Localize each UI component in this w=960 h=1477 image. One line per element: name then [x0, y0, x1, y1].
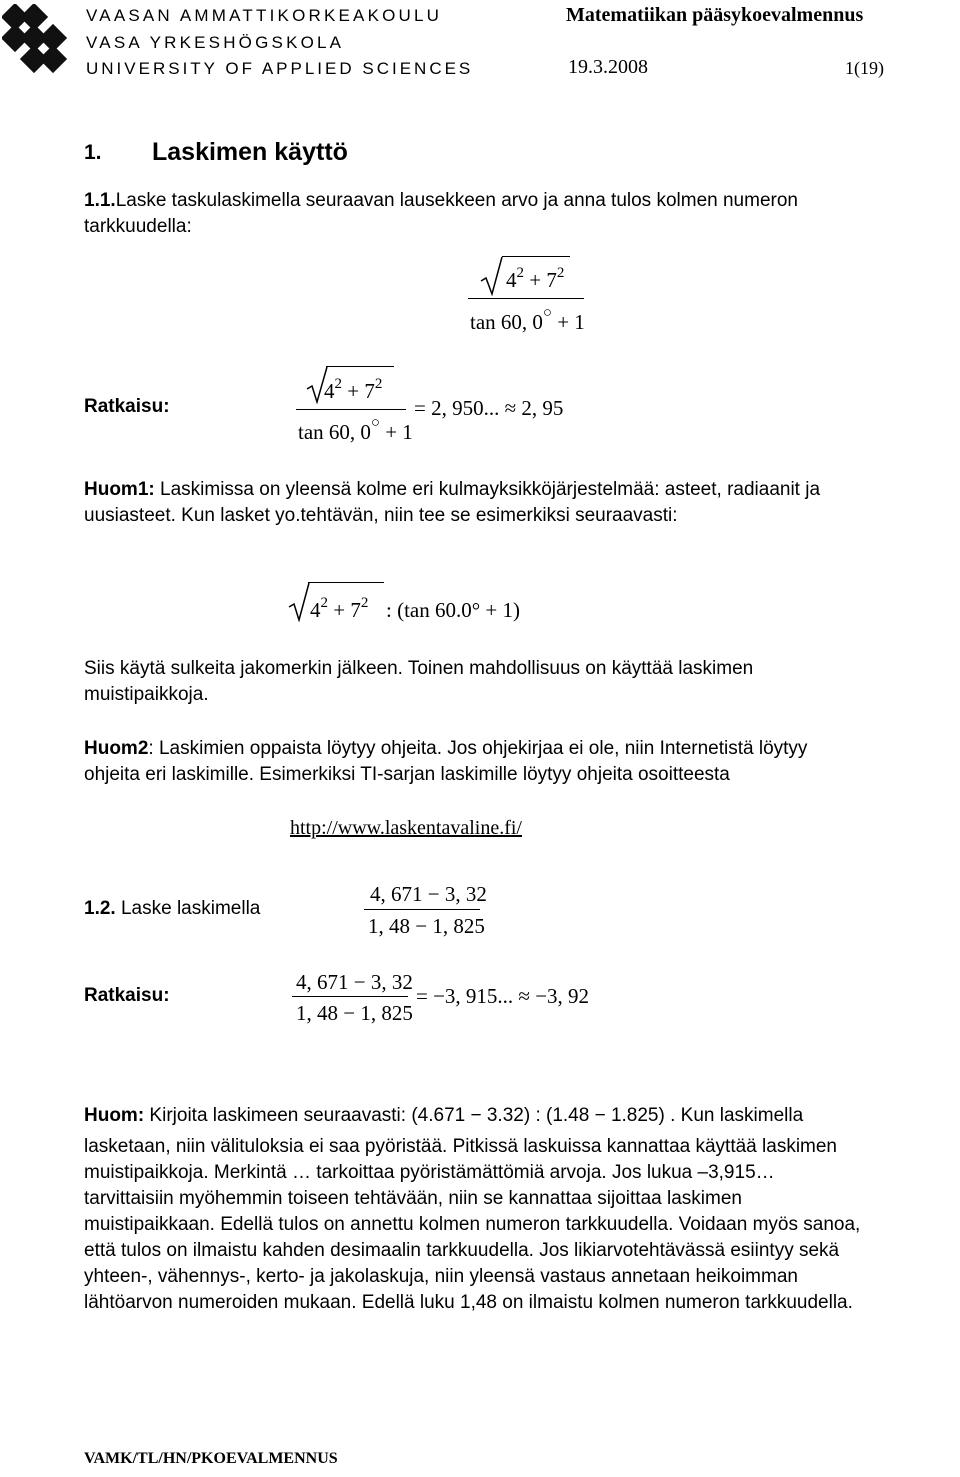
- task-1-1-text-line-2: tarkkuudella:: [84, 216, 192, 237]
- document-date: 19.3.2008: [568, 56, 648, 78]
- solution-label: Ratkaisu:: [84, 396, 170, 417]
- huom1-expression-radicand: $4^2 + 7^2$: [310, 595, 369, 622]
- task-1-2-label: [84, 896, 260, 922]
- huom3-text-line-1: Kirjoita laskimeen seuraavasti: (4.671 − 3.32) : (1.48 − 1.825) . Kun laskimella: [144, 1105, 804, 1126]
- task-1-2-solution-result: = −3, 915... ≈ −3, 92: [416, 984, 590, 1008]
- huom3-text-line-5: muistipaikkaan. Edellä tulos on annettu kolmen numeron tarkkuudella. Voidaan myös sanoa,: [84, 1214, 861, 1235]
- huom1-expression: : (tan 60.0° + 1): [386, 598, 520, 622]
- huom3-text-line-4: tarvittaisiin myöhemmin toiseen tehtävään, niin se kannattaa sijoittaa laskimen: [84, 1188, 742, 1209]
- huom3-text-line-3: muistipaikkoja. Merkintä … tarkoittaa pyöristämättömiä arvoja. Jos lukua –3,915…: [84, 1162, 775, 1183]
- expression-denominator: tan 60, 0○ + 1: [470, 305, 585, 334]
- huom1-after-line-1: Siis käytä sulkeita jakomerkin jälkeen. Toinen mahdollisuus on käyttää laskimen: [84, 658, 754, 679]
- task-1-2-numerator: 4, 671 − 3, 32: [370, 882, 487, 906]
- huom3-text-line-6: että tulos on ilmaistu kahden desimaalin tarkkuudella. Jos likiarvotehtävässä esiintyy sekä: [84, 1240, 840, 1261]
- huom1-text-line-2: uusiasteet. Kun lasket yo.tehtävän, niin tee se esimerkiksi seuraavasti:: [84, 505, 678, 526]
- solution-denominator: tan 60, 0○ + 1: [298, 415, 413, 444]
- solution-numerator: $4^2 + 7^2$: [324, 376, 383, 403]
- huom3-label: Huom:: [84, 1105, 145, 1126]
- task-1-2-text: Laske laskimella: [115, 898, 261, 919]
- sqrt-bar: [502, 256, 570, 257]
- laskentavaline-link[interactable]: http://www.laskentavaline.fi/: [290, 817, 522, 839]
- logo-line-2: VASA YRKESHÖGSKOLA: [86, 33, 345, 52]
- huom3-paragraph: [84, 1103, 803, 1129]
- task-1-2-solution-denominator: 1, 48 − 1, 825: [296, 1001, 413, 1025]
- logo-line-3: UNIVERSITY OF APPLIED SCIENCES: [86, 59, 474, 78]
- sqrt-bar: [308, 582, 384, 583]
- task-1-2-fraction-line: [364, 909, 480, 910]
- huom1-label: Huom1:: [84, 479, 155, 500]
- task-1-2-denominator: 1, 48 − 1, 825: [368, 914, 485, 938]
- huom3-text-line-2: lasketaan, niin välituloksia ei saa pyöristää. Pitkissä laskuissa kannattaa käyttää laskimen: [84, 1136, 837, 1157]
- huom2-text-line-1: : Laskimien oppaista löytyy ohjeita. Jos ohjekirjaa ei ole, niin Internetistä löytyy: [148, 738, 808, 759]
- expression-numerator: $4^2 + 7^2$: [506, 265, 565, 292]
- task-1-2-solution-numerator: 4, 671 − 3, 32: [296, 970, 413, 994]
- task-1-2-solution-fraction-line: [292, 996, 408, 997]
- task-1-1-number: 1.1.: [84, 190, 116, 211]
- sqrt-bar: [326, 366, 394, 367]
- huom3-text-line-7: yhteen-, vähennys-, kerto- ja jakolaskuja, niin yleensä vastaus annetaan heikoimman: [84, 1266, 798, 1287]
- huom3-text-line-8: lähtöarvon numeroiden mukaan. Edellä luku 1,48 on ilmaistu kolmen numeron tarkkuudella.: [84, 1292, 853, 1313]
- expression-fraction-line: [468, 298, 584, 299]
- huom1-after-line-2: muistipaikkoja.: [84, 684, 209, 705]
- solution-result: = 2, 950... ≈ 2, 95: [414, 396, 564, 420]
- task-1-1-text-line-1: Laske taskulaskimella seuraavan lausekkeen arvo ja anna tulos kolmen numeron: [115, 190, 798, 211]
- solution-label: Ratkaisu:: [84, 985, 170, 1006]
- logo-line-1: VAASAN AMMATTIKORKEAKOULU: [86, 6, 443, 25]
- huom2-text-line-2: ohjeita eri laskimille. Esimerkiksi TI-sarjan laskimille löytyy ohjeita osoitteesta: [84, 764, 730, 785]
- footer-code: VAMK/TL/HN/PKOEVALMENNUS: [84, 1450, 338, 1467]
- huom2-label: Huom2: [84, 738, 149, 759]
- task-1-1-text: [84, 188, 798, 214]
- section-number: 1.: [84, 141, 102, 164]
- university-logo: [2, 4, 82, 84]
- page-number: 1(19): [845, 58, 884, 78]
- section-title: Laskimen käyttö: [152, 138, 348, 166]
- task-1-2-number: 1.2.: [84, 898, 116, 919]
- document-title: Matematiikan pääsykoevalmennus: [566, 4, 864, 26]
- solution-fraction-line: [296, 409, 406, 410]
- logo-mark-icon: [2, 4, 82, 84]
- huom2-paragraph: [84, 736, 807, 762]
- sqrt-sign-icon: [480, 256, 504, 296]
- sqrt-sign-icon: [288, 582, 310, 622]
- huom1-text-line-1: Laskimissa on yleensä kolme eri kulmayksikköjärjestelmää: asteet, radiaanit ja: [154, 479, 821, 500]
- huom1-paragraph: [84, 477, 820, 503]
